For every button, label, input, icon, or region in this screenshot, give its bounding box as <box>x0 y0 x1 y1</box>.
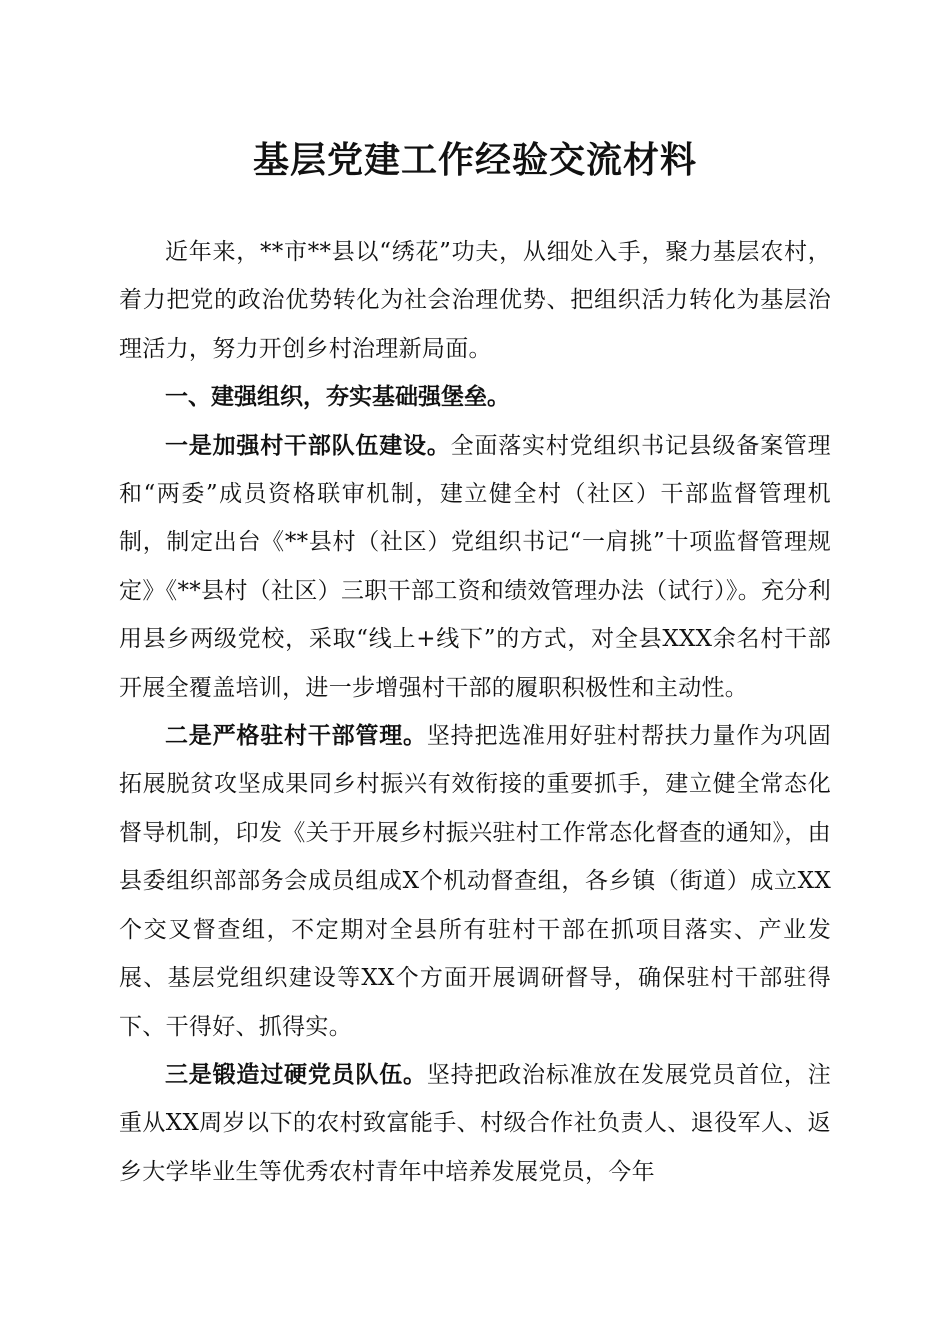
paragraph-1-body: 全面落实村党组织书记县级备案管理和“两委”成员资格联审机制，建立健全村（社区）干部监督管理机制，制定出台《**县村（社区）党组织书记“一肩挑”十项监督管理规定》《**县村（社区）三职干部工资和绩效管理办法（试行）》。充分利用县乡两级党校，采取“线上+线下”的方式，对全县XXX余名村干部开展全覆盖培训，进一步增强村干部的履职积极性和主动性。 <box>119 432 831 701</box>
document-body <box>119 228 831 1196</box>
section-heading-1: 一、建强组织，夯实基础强堡垒。 <box>165 384 510 411</box>
intro-paragraph: 近年来，**市**县以“绣花”功夫，从细处入手，聚力基层农村，着力把党的政治优势转化为社会治理优势、把组织活力转化为基层治理活力，努力开创乡村治理新局面。 <box>119 239 831 362</box>
paragraph-2 <box>119 712 831 1051</box>
paragraph-3 <box>119 1051 831 1196</box>
paragraph-1 <box>119 422 831 712</box>
paragraph-2-body: 坚持把选准用好驻村帮扶力量作为巩固拓展脱贫攻坚成果同乡村振兴有效衔接的重要抓手，建立健全常态化督导机制，印发《关于开展乡村振兴驻村工作常态化督查的通知》，由县委组织部部务会成员组成X个机动督查组，各乡镇（街道）成立XX个交叉督查组，不定期对全县所有驻村干部在抓项目落实、产业发展、基层党组织建设等XX个方面开展调研督导，确保驻村干部驻得下、干得好、抓得实。 <box>119 723 831 1040</box>
paragraph-3-lead: 三是锻造过硬党员队伍。 <box>165 1060 427 1088</box>
paragraph-2-lead: 二是严格驻村干部管理。 <box>165 722 427 750</box>
paragraph-3-body: 坚持把政治标准放在发展党员首位，注重从XX周岁以下的农村致富能手、村级合作社负责人、退役军人、返乡大学毕业生等优秀农村青年中培养发展党员，今年 <box>119 1061 831 1185</box>
document-title: 基层党建工作经验交流材料 <box>252 139 697 181</box>
paragraph-1-lead: 一是加强村干部队伍建设。 <box>165 431 451 459</box>
